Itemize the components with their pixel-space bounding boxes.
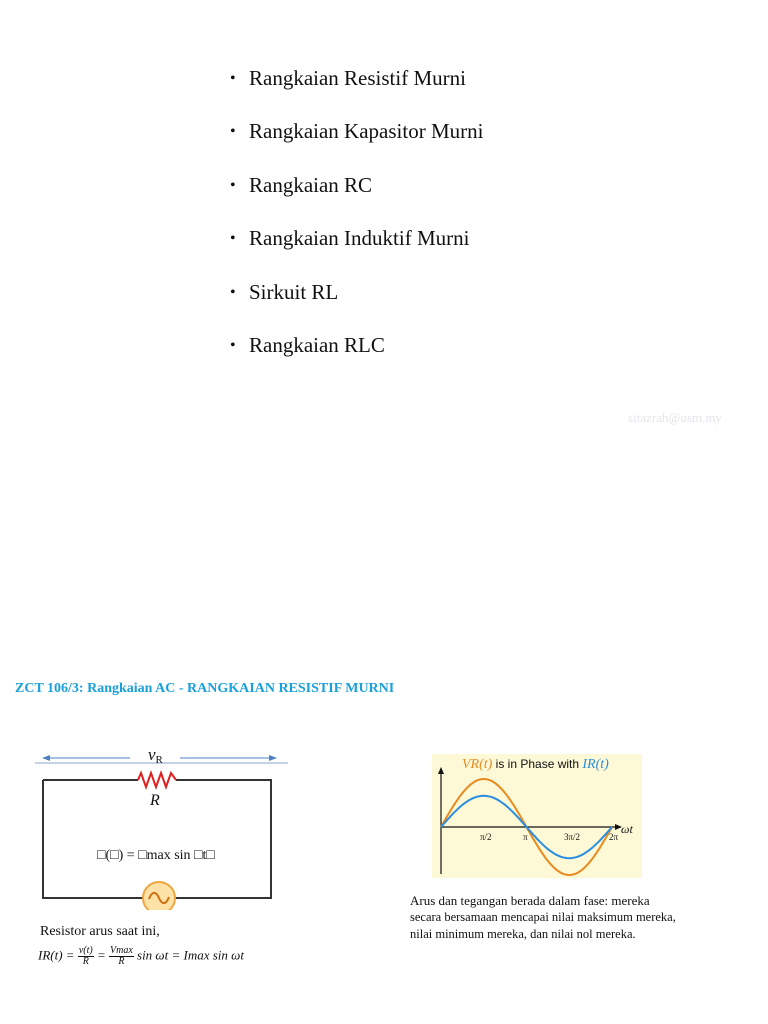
y-axis-arrow-icon [438,767,444,774]
list-item [230,319,483,372]
caption-line: secara bersamaan mencapai nilai maksimum mereka, [410,910,676,924]
circuit-voltage-equation: □(□) = □max sin □t□ [97,848,215,863]
resistor-current-label: Resistor arus saat ini, [40,924,160,939]
bullet-icon: • [230,283,236,301]
author-email: sitazrah@usm.my [628,410,722,425]
list-item [230,266,483,319]
fraction-denominator: R [82,956,89,967]
bullet-icon: • [230,70,236,87]
list-item [230,52,483,105]
list-item [230,159,483,212]
list-item-text: Rangkaian Kapasitor Murni [249,119,484,144]
tick-label-3pi-half: 3π/2 [564,832,581,842]
fraction [78,946,94,967]
list-item [230,105,483,158]
current-label: IR(t) [582,757,609,772]
fraction-numerator: Vmax [109,945,133,956]
bullet-icon: • [230,230,236,248]
list-item-text: Sirkuit RL [249,279,339,304]
slide-2 [0,640,768,1024]
equals-sign: = [96,947,106,963]
graph-title [462,757,609,773]
list-item-text: Rangkaian RLC [249,333,385,358]
resistor-label: R [150,792,160,809]
voltage-label: VR(t) [462,757,493,772]
list-item-text: Rangkaian Induktif Murni [249,226,470,251]
left-arrow-icon [42,755,50,761]
slide-title: ZCT 106/3: Rangkaian AC - RANGKAIAN RESISTIF MURNI [15,681,395,696]
topic-list [230,52,483,372]
bullet-icon: • [230,176,236,194]
list-item-text: Rangkaian RC [249,172,373,197]
caption-line: nilai minimum mereka, dan nilai nol mereka. [410,927,636,941]
resistor-icon [138,773,176,787]
equation-lhs: IR(t) = [38,947,75,963]
list-item [230,212,483,265]
voltage-label: vR [148,745,163,766]
resistor-current-equation [38,946,244,967]
bullet-icon: • [230,123,236,141]
bullet-icon: • [230,337,236,355]
list-item-text: Rangkaian Resistif Murni [249,66,466,90]
resistor-circuit-diagram [30,740,300,910]
equation-rhs: sin ωt = Imax sin ωt [137,947,244,963]
x-axis-label: ωt [621,822,633,836]
graph-title-text: is in Phase with [492,757,583,771]
right-arrow-icon [269,755,277,761]
fraction-denominator: R [118,956,125,967]
tick-label-pi-half: π/2 [480,832,492,842]
fraction-numerator: v(t) [78,945,93,956]
phase-caption [410,892,718,943]
caption-line: Arus dan tegangan berada dalam fase: mereka [410,893,650,908]
phase-graph [432,754,642,878]
tick-label-pi: π [523,832,528,842]
fraction [109,946,134,967]
tick-label-2pi: 2π [609,832,619,842]
